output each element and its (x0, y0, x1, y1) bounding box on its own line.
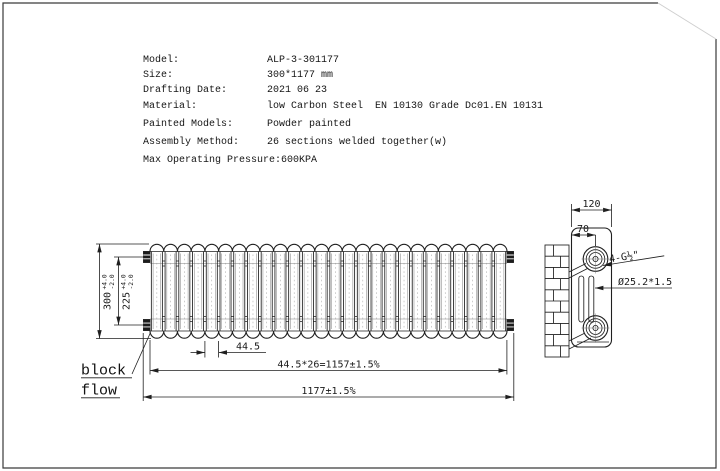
svg-text:+4.0: +4.0 (101, 274, 109, 290)
radiator-front-view (143, 244, 514, 338)
front-tube-centerlines (157, 255, 500, 329)
column-gap-slot (589, 276, 594, 322)
spec-label: Model: (143, 55, 180, 66)
spec-value: low Carbon Steel EN 10130 Grade Dc01.EN 10131 (267, 101, 544, 112)
spec-label: Max Operating Pressure: (143, 155, 282, 166)
connection-thread-callout (601, 245, 664, 267)
svg-text:4-G½": 4-G½" (608, 249, 640, 266)
svg-text:Ø25.2*1.5: Ø25.2*1.5 (618, 277, 673, 288)
block-flow-note (81, 333, 151, 400)
spec-label: Size: (143, 70, 174, 81)
svg-text:300: 300 (102, 291, 114, 310)
dim-height-label (102, 274, 117, 310)
dim-pitch-label (121, 274, 136, 310)
spec-value: 26 sections welded together(w) (267, 137, 448, 148)
spec-label: Painted Models: (143, 119, 234, 130)
wall-bricks (545, 245, 569, 357)
front-tube-highlights (153, 254, 504, 330)
spec-label: Material: (143, 101, 198, 112)
bottom-tapping (582, 314, 610, 343)
dim-overall-width-label: 1177±1.5% (301, 386, 356, 397)
svg-text:+4.0: +4.0 (120, 274, 128, 290)
front-top-outline (150, 244, 507, 251)
spec-value: 300*1177 mm (267, 70, 334, 81)
spec-value: 2021 06 23 (267, 85, 328, 96)
svg-text:225: 225 (121, 291, 133, 310)
radiator-side-view (545, 228, 612, 357)
tube-spec-callout (595, 276, 672, 288)
dim-section-width-label: 44.5 (235, 341, 261, 353)
dim-depth-label: 120 (582, 199, 601, 210)
side-view-dimensions (572, 199, 673, 288)
spec-label: Drafting Date: (143, 85, 228, 96)
svg-text:flow: flow (81, 382, 118, 400)
side-profile (572, 228, 612, 347)
front-section-joints (162, 261, 494, 322)
dim-sections-total-label: 44.5*26=1157±1.5% (277, 359, 380, 371)
dim-tapping-offset-label: 70 (576, 224, 590, 235)
svg-text:block: block (81, 362, 127, 380)
spec-label: Assembly Method: (143, 137, 240, 148)
svg-text:-2.0: -2.0 (128, 274, 135, 290)
front-bottom-outline (150, 331, 507, 338)
column-gap-slot (579, 276, 584, 322)
svg-text:-2.0: -2.0 (109, 274, 116, 290)
spec-value: 600KPA (281, 155, 318, 166)
spec-value: Powder painted (267, 119, 352, 130)
spec-value: ALP-3-301177 (267, 55, 340, 66)
